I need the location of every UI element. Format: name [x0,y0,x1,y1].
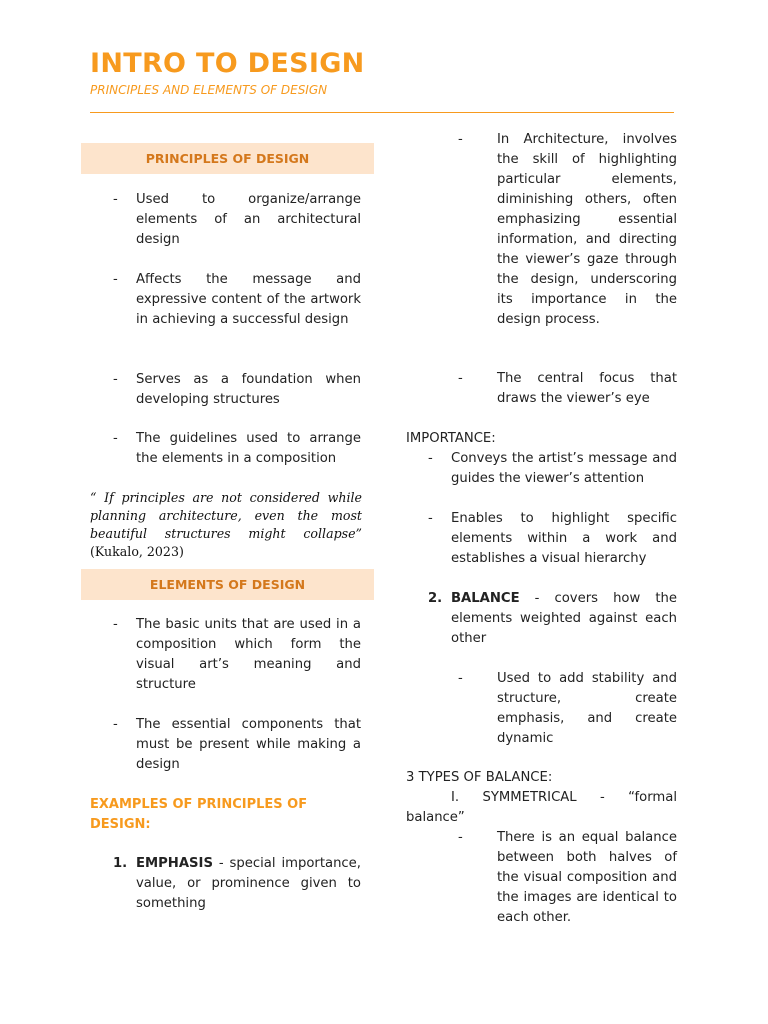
symmetrical-line: I. SYMMETRICAL - “formal balance” [406,790,677,825]
document-title: INTRO TO DESIGN [90,48,365,79]
types-label: 3 TYPES OF BALANCE: [406,770,553,785]
bullet-dash: - [113,192,118,207]
balance-term: BALANCE [451,591,520,606]
bullet-dash: - [458,671,463,686]
document-subtitle: PRINCIPLES AND ELEMENTS OF DESIGN [90,83,328,97]
bullet-dash: - [113,717,118,732]
emphasis-definition: special importance, value, or prominence given to something [136,856,361,911]
principles-banner: PRINCIPLES OF DESIGN [81,143,374,174]
bullet-text: Used to add stability and structure, create emphasis, and create dynamic [497,671,677,746]
bullet-text: In Architecture, involves the skill of highlighting particular elements, diminishing others, often emphasizing essential information, and directing the viewer’s gaze through the design, underscoring its importance in the design process. [497,132,677,327]
design-quote [90,489,362,561]
bullet-dash: - [113,272,118,287]
examples-heading: EXAMPLES OF PRINCIPLES OF DESIGN: [90,797,308,832]
item-separator: - [519,591,555,606]
bullet-text: The essential components that must be present while making a design [136,717,361,772]
importance-label: IMPORTANCE: [406,431,496,446]
bullet-dash: - [113,431,118,446]
bullet-dash: - [428,451,433,466]
bullet-text: Enables to highlight specific elements within a work and establishes a visual hierarchy [451,511,677,566]
bullet-text: Serves as a foundation when developing structures [136,372,361,407]
balance-definition: covers how the elements weighted against each other [451,591,677,646]
bullet-dash: - [458,371,463,386]
bullet-text: The basic units that are used in a composition which form the visual art’s meaning and structure [136,617,361,692]
item-number: 2. [428,591,443,606]
item-separator: - [212,856,230,871]
bullet-text: The guidelines used to arrange the elements in a composition [136,431,361,466]
emphasis-term: EMPHASIS [136,856,213,871]
bullet-text: Affects the message and expressive content of the artwork in achieving a successful design [136,272,361,327]
bullet-text: There is an equal balance between both halves of the visual composition and the images are identical to each other. [497,830,677,925]
bullet-dash: - [428,511,433,526]
bullet-text: Used to organize/arrange elements of an architectural design [136,192,361,247]
elements-banner: ELEMENTS OF DESIGN [81,569,374,600]
bullet-text: The central focus that draws the viewer’s eye [497,371,677,406]
item-text [451,589,677,649]
quote-text: “ If principles are not considered while planning architecture, even the most beautiful structures might collapse” [90,490,362,541]
bullet-dash: - [458,830,463,845]
bullet-dash: - [113,372,118,387]
item-text [136,854,361,914]
bullet-dash: - [113,617,118,632]
header-divider [90,112,674,113]
bullet-dash: - [458,132,463,147]
quote-citation: (Kukalo, 2023) [90,544,184,559]
item-number: 1. [113,856,128,871]
bullet-text: Conveys the artist’s message and guides the viewer’s attention [451,451,677,486]
